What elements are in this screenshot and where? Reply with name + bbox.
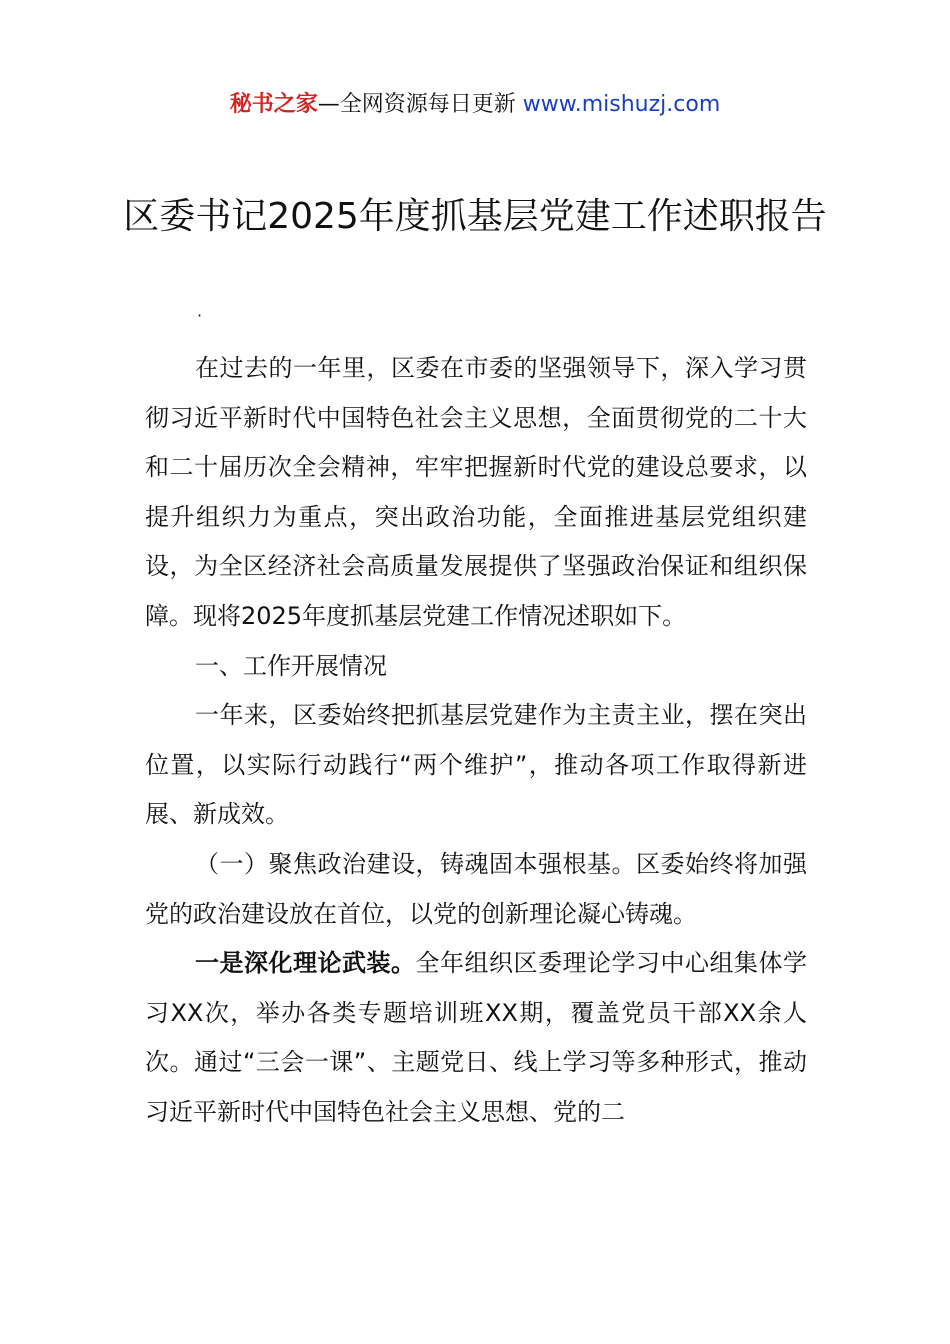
paragraph-theory: [145, 939, 807, 1137]
stray-dot: ·: [197, 306, 203, 325]
site-url-link[interactable]: www.mishuzj.com: [522, 92, 721, 117]
site-header: [0, 88, 950, 122]
paragraph-political-building: （一）聚焦政治建设，铸魂固本强根基。区委始终将加强党的政治建设放在首位，以党的创新理论凝心铸魂。: [145, 849, 807, 928]
site-brand: 秘书之家: [229, 92, 318, 117]
paragraph-overview: 一年来，区委始终把抓基层党建作为主责主业，摆在突出位置，以实际行动践行“两个维护”，推动各项工作取得新进展、新成效。: [145, 701, 807, 829]
site-slogan: 全网资源每日更新: [339, 92, 516, 117]
header-dash: —: [317, 92, 340, 117]
document-title: 区委书记2025年度抓基层党建工作述职报告: [123, 196, 827, 237]
paragraph-theory-text: 全年组织区委理论学习中心组集体学习XX次，举办各类专题培训班XX期，覆盖党员干部XX余人次。通过“三会一课”、主题党日、线上学习等多种形式，推动习近平新时代中国特色社会主义思想、党的二: [145, 949, 807, 1126]
document-body: [145, 344, 807, 1138]
section-heading-1: 一、工作开展情况: [195, 651, 387, 680]
paragraph-intro: 在过去的一年里，区委在市委的坚强领导下，深入学习贯彻习近平新时代中国特色社会主义思想，全面贯彻党的二十大和二十届历次全会精神，牢牢把握新时代党的建设总要求，以提升组织力为重点，突出政治功能，全面推进基层党组织建设，为全区经济社会高质量发展提供了坚强政治保证和组织保障。现将2025年度抓基层党建工作情况述职如下。: [145, 354, 807, 630]
bold-lead: 一是深化理论武装。: [195, 949, 416, 978]
